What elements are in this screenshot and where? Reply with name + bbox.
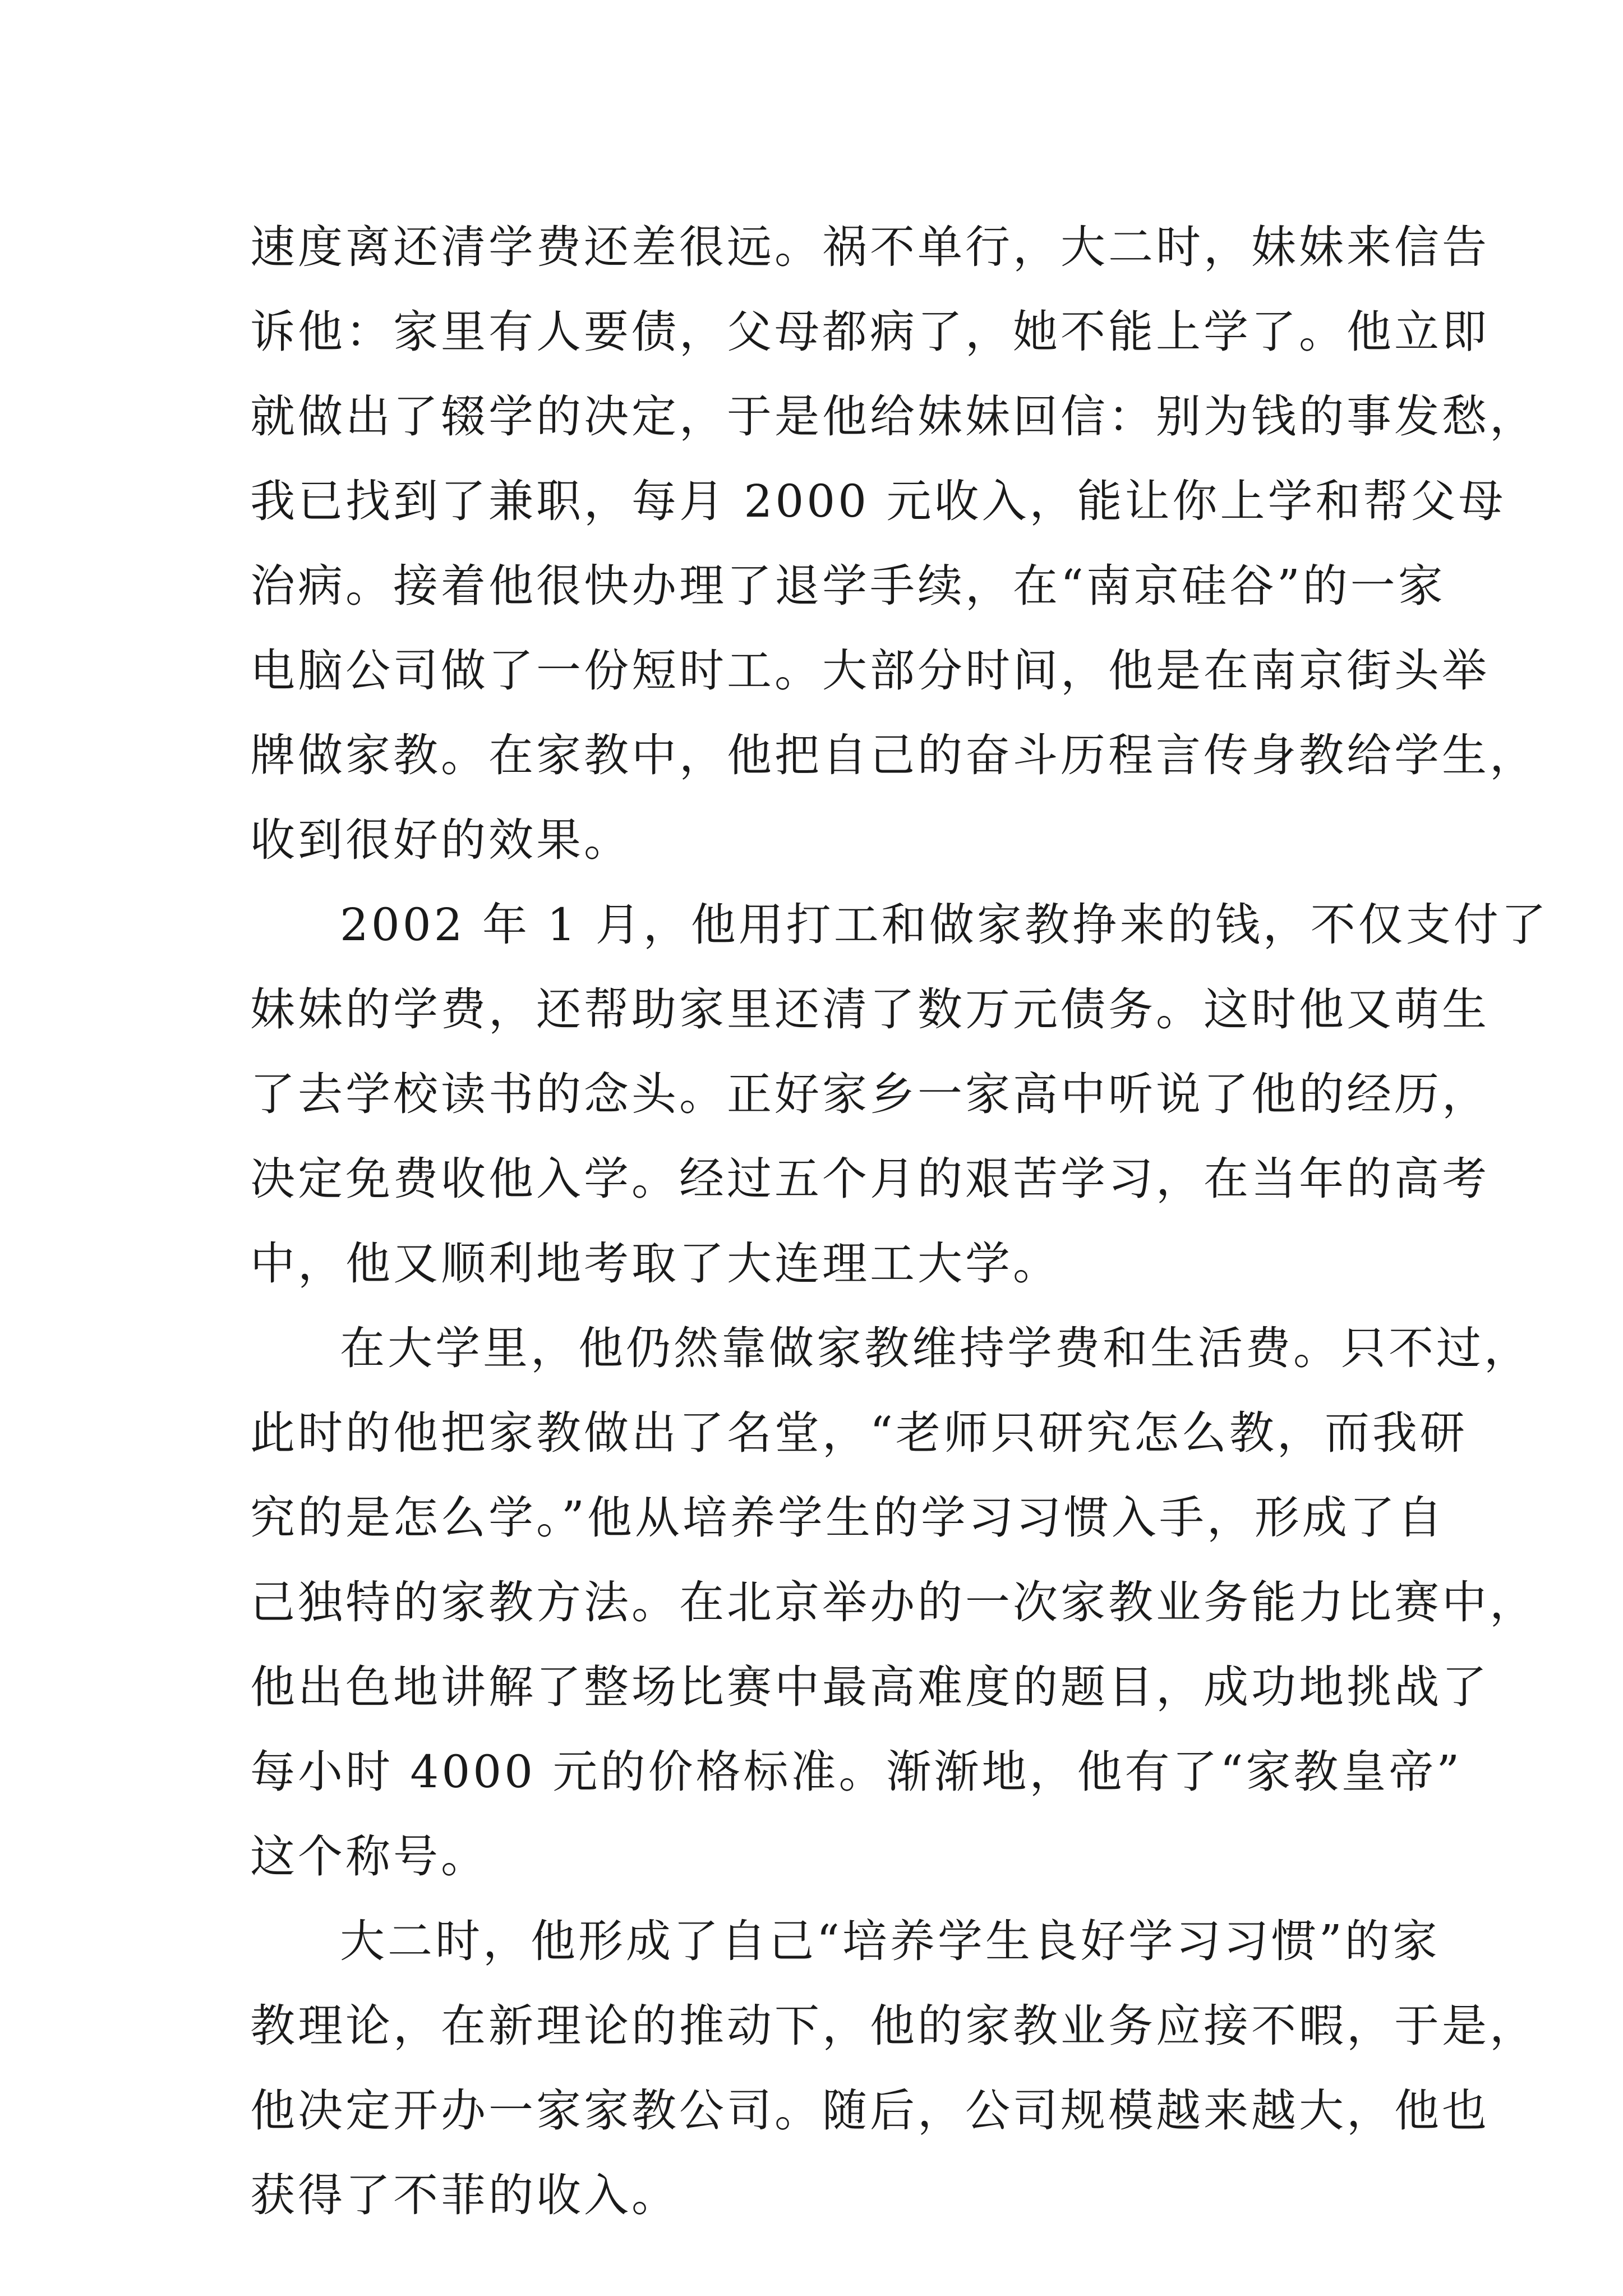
body-text — [250, 205, 1549, 2238]
text-line: 教理论，在新理论的推动下，他的家教业务应接不暇，于是， — [250, 2000, 1537, 2052]
text-line: 每小时 4000 元的价格标准。渐渐地，他有了“家教皇帝” — [250, 1746, 1463, 1798]
text-line: 此时的他把家教做出了名堂，“老师只研究怎么教，而我研 — [250, 1407, 1468, 1459]
text-line: 这个称号。 — [250, 1830, 488, 1883]
text-line: 究的是怎么学。”他从培养学生的学习习惯入手，形成了自 — [250, 1492, 1445, 1544]
text-line: 了去学校读书的念头。正好家乡一家高中听说了他的经历， — [250, 1068, 1490, 1120]
text-line: 获得了不菲的收入。 — [250, 2169, 679, 2221]
text-line: 妹妹的学费，还帮助家里还清了数万元债务。这时他又萌生 — [250, 983, 1490, 1036]
paragraph-first-line: 2002 年 1 月，他用打工和做家教挣来的钱，不仅支付了 — [340, 899, 1549, 951]
text-line: 我已找到了兼职，每月 2000 元收入，能让你上学和帮父母 — [250, 475, 1506, 527]
text-line: 他决定开办一家家教公司。随后，公司规模越来越大，他也 — [250, 2085, 1490, 2137]
text-line: 速度离还清学费还差很远。祸不单行，大二时，妹妹来信告 — [250, 221, 1490, 273]
text-line: 就做出了辍学的决定，于是他给妹妹回信：别为钱的事发愁， — [250, 390, 1537, 443]
text-line: 他出色地讲解了整场比赛中最高难度的题目，成功地挑战了 — [250, 1661, 1490, 1713]
text-line: 治病。接着他很快办理了退学手续，在“南京硅谷”的一家 — [250, 560, 1446, 612]
paragraph-first-line: 在大学里，他仍然靠做家教维持学费和生活费。只不过， — [340, 1322, 1532, 1374]
paragraph-first-line: 大二时，他形成了自己“培养学生良好学习习惯”的家 — [340, 1915, 1440, 1967]
text-line: 己独特的家教方法。在北京举办的一次家教业务能力比赛中， — [250, 1576, 1537, 1628]
text-line: 收到很好的效果。 — [250, 814, 631, 866]
text-line: 牌做家教。在家教中，他把自己的奋斗历程言传身教给学生， — [250, 729, 1537, 781]
text-line: 决定免费收他入学。经过五个月的艰苦学习，在当年的高考 — [250, 1153, 1490, 1205]
text-line: 电脑公司做了一份短时工。大部分时间，他是在南京街头举 — [250, 645, 1490, 697]
text-line: 中，他又顺利地考取了大连理工大学。 — [250, 1237, 1061, 1290]
text-line: 诉他：家里有人要债，父母都病了，她不能上学了。他立即 — [250, 306, 1490, 358]
